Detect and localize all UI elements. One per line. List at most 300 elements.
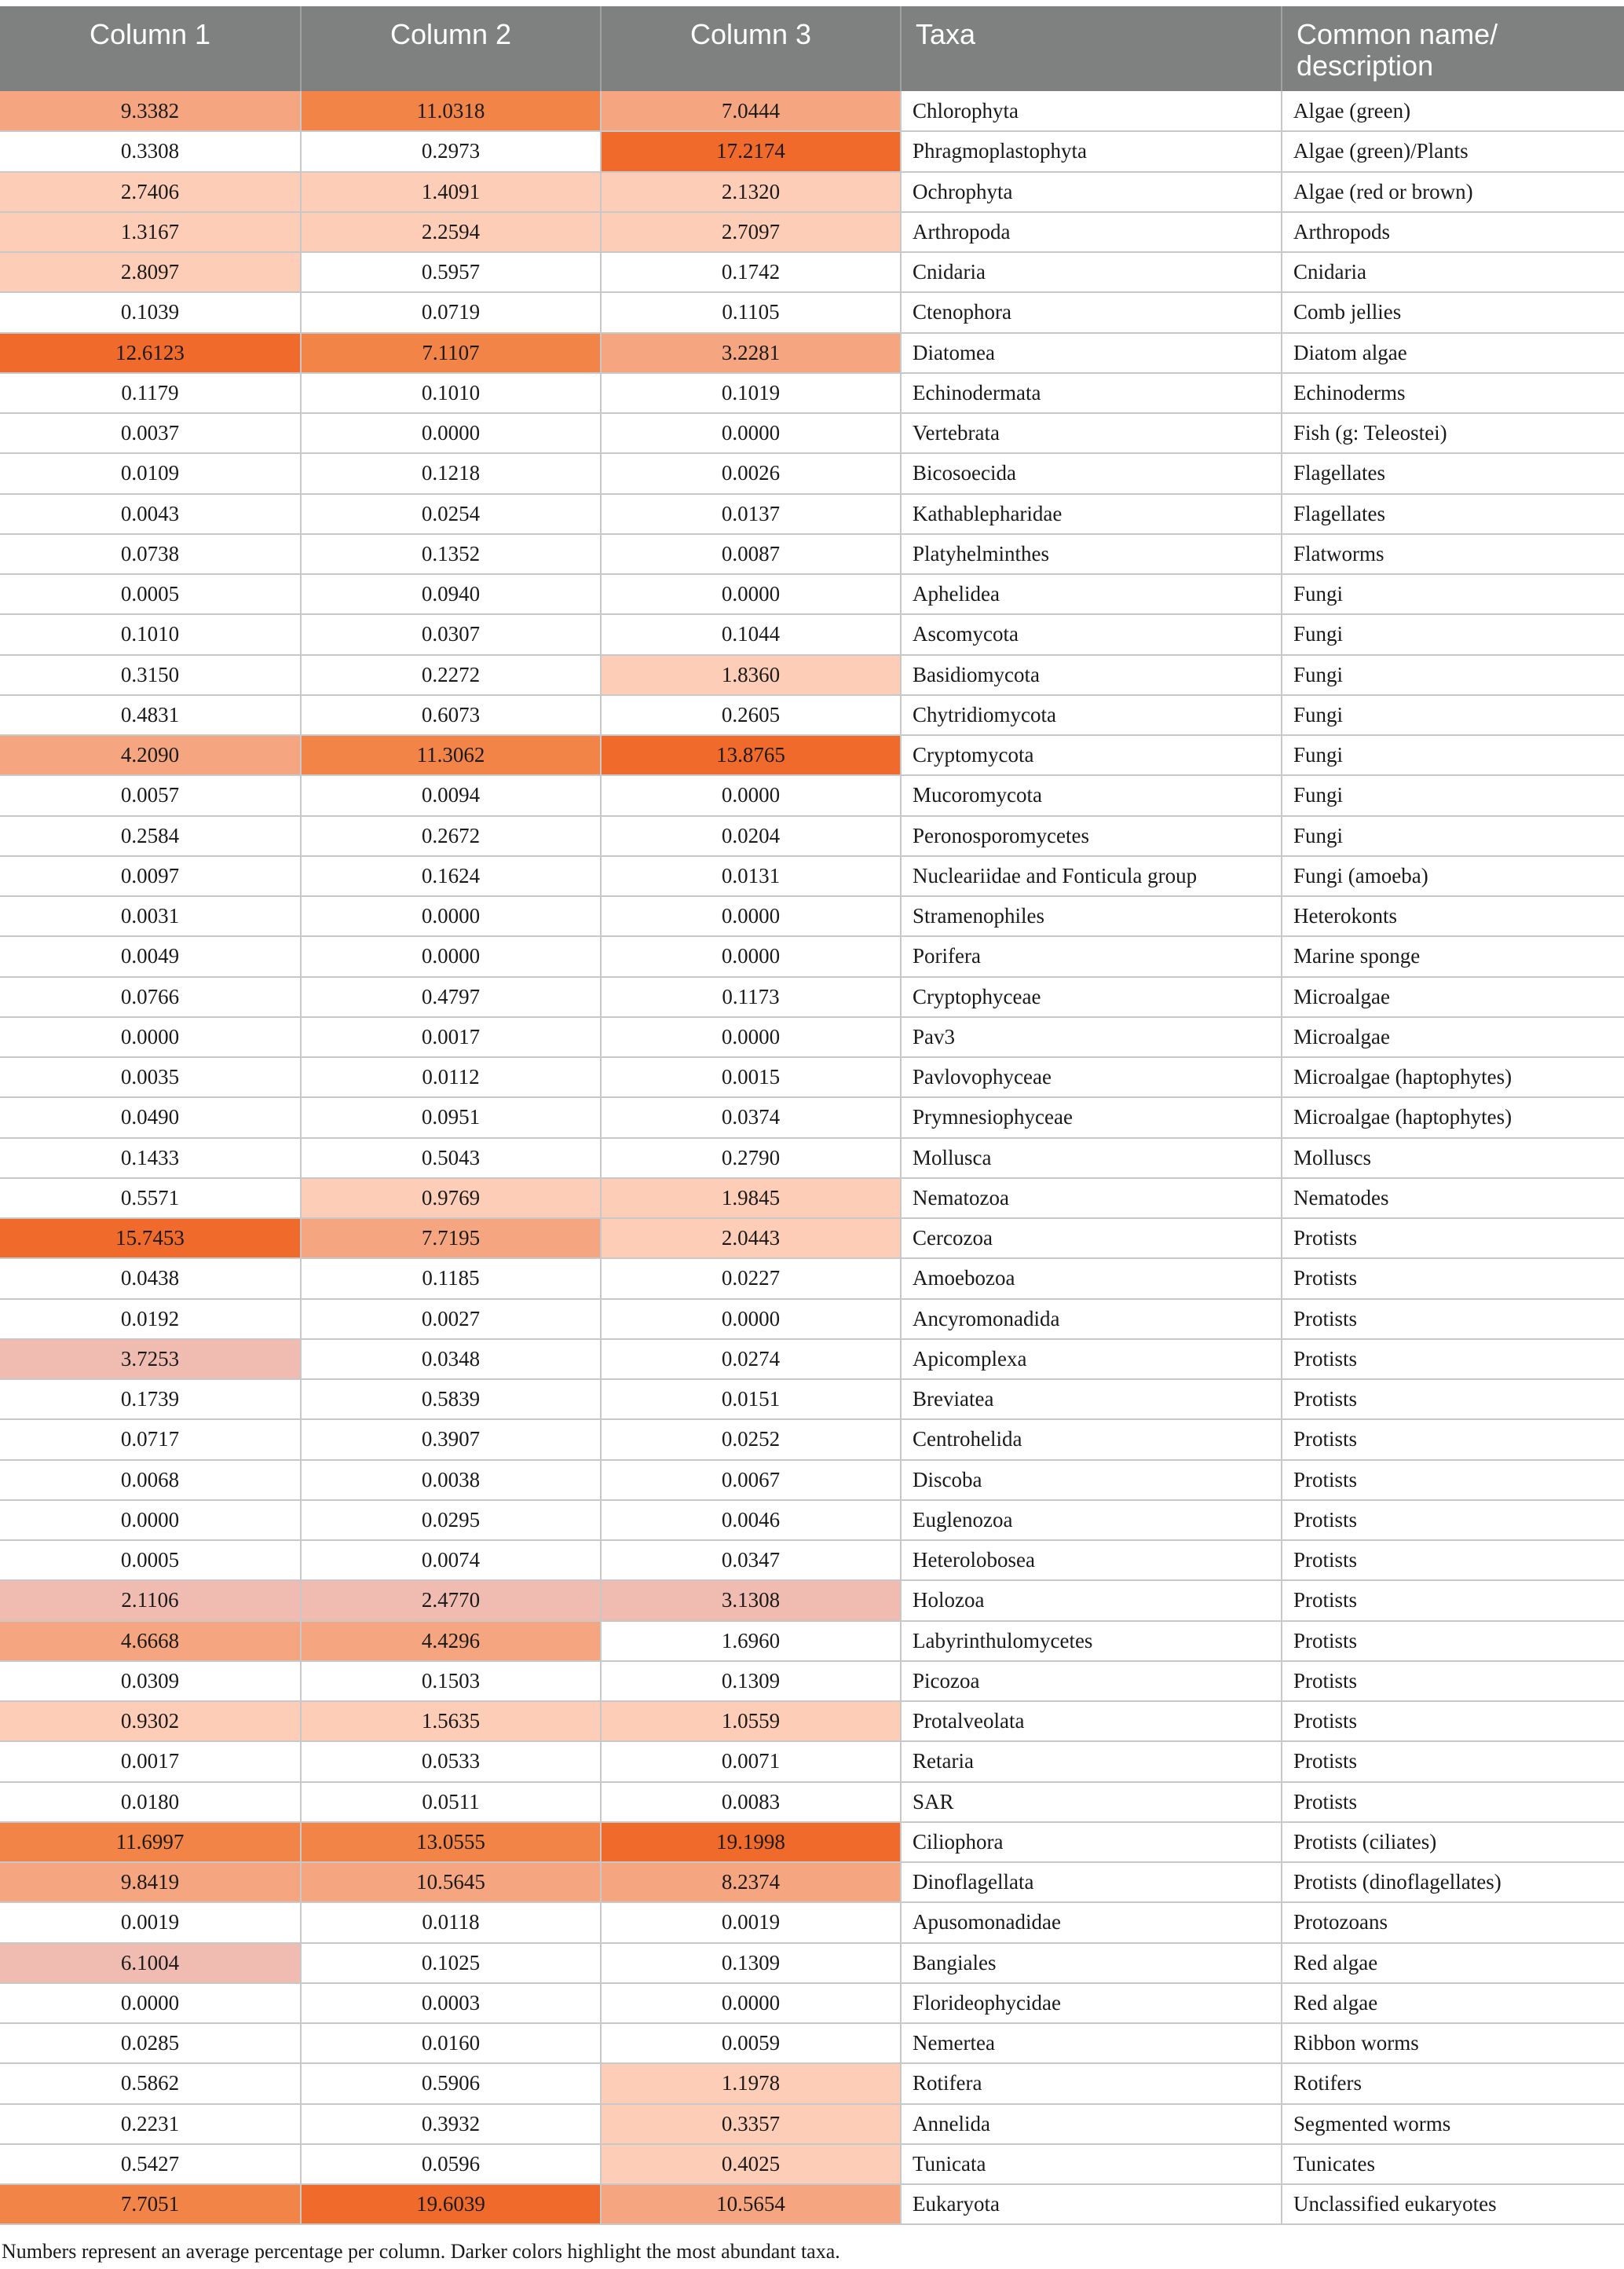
cell-column-3: 0.0087 [601,534,901,574]
cell-column-3: 1.9845 [601,1178,901,1218]
cell-column-2: 0.1025 [301,1943,601,1983]
table-row [0,1540,1624,1580]
cell-column-2: 0.2672 [301,816,601,856]
cell-column-3: 0.0000 [601,936,901,976]
cell-column-3: 13.8765 [601,735,901,775]
cell-column-1: 4.6668 [0,1621,301,1661]
table-row [0,1379,1624,1419]
cell-common-name: Fungi [1282,816,1624,856]
table-row [0,413,1624,453]
cell-column-2: 0.0000 [301,896,601,936]
cell-taxa: Cercozoa [901,1218,1282,1258]
cell-common-name: Protists [1282,1741,1624,1781]
cell-taxa: Dinoflagellata [901,1862,1282,1902]
cell-column-3: 0.0015 [601,1057,901,1097]
cell-common-name: Fungi (amoeba) [1282,856,1624,896]
table-row [0,1500,1624,1540]
cell-column-1: 0.0717 [0,1419,301,1459]
cell-column-1: 0.0005 [0,574,301,614]
table-row [0,1902,1624,1942]
table-row [0,2144,1624,2184]
cell-column-3: 3.1308 [601,1580,901,1620]
cell-column-1: 3.7253 [0,1339,301,1379]
cell-column-3: 0.0083 [601,1782,901,1822]
cell-column-1: 2.1106 [0,1580,301,1620]
cell-column-3: 0.1173 [601,977,901,1017]
cell-column-2: 0.0940 [301,574,601,614]
cell-taxa: Apusomonadidae [901,1902,1282,1942]
cell-taxa: Chytridiomycota [901,695,1282,735]
cell-column-3: 0.4025 [601,2144,901,2184]
cell-taxa: Diatomea [901,333,1282,373]
cell-column-3: 2.7097 [601,212,901,252]
cell-taxa: Amoebozoa [901,1258,1282,1298]
cell-column-1: 0.5427 [0,2144,301,2184]
cell-common-name: Protists [1282,1419,1624,1459]
cell-taxa: Centrohelida [901,1419,1282,1459]
cell-taxa: Ancyromonadida [901,1299,1282,1339]
cell-column-3: 7.0444 [601,91,901,131]
cell-common-name: Algae (green)/Plants [1282,131,1624,171]
cell-column-3: 0.0151 [601,1379,901,1419]
cell-column-3: 1.8360 [601,655,901,695]
cell-taxa: Breviatea [901,1379,1282,1419]
cell-column-1: 0.9302 [0,1701,301,1741]
table-row [0,1218,1624,1258]
cell-column-2: 0.0511 [301,1782,601,1822]
cell-taxa: Porifera [901,936,1282,976]
cell-taxa: Nucleariidae and Fonticula group [901,856,1282,896]
cell-common-name: Protists [1282,1258,1624,1298]
table-row [0,494,1624,534]
cell-common-name: Fungi [1282,775,1624,815]
cell-common-name: Heterokonts [1282,896,1624,936]
cell-column-1: 12.6123 [0,333,301,373]
cell-column-2: 0.4797 [301,977,601,1017]
cell-column-3: 0.0046 [601,1500,901,1540]
cell-column-1: 0.0309 [0,1661,301,1701]
cell-common-name: Arthropods [1282,212,1624,252]
cell-column-2: 10.5645 [301,1862,601,1902]
cell-column-2: 0.0118 [301,1902,601,1942]
cell-common-name: Protists [1282,1379,1624,1419]
cell-column-1: 0.0000 [0,1017,301,1057]
cell-column-2: 0.0112 [301,1057,601,1097]
cell-taxa: Pav3 [901,1017,1282,1057]
cell-column-3: 0.0227 [601,1258,901,1298]
cell-taxa: Cryptomycota [901,735,1282,775]
table-row [0,1097,1624,1137]
cell-column-1: 0.3150 [0,655,301,695]
table-body [0,91,1624,2224]
cell-column-3: 0.0000 [601,413,901,453]
table-row [0,212,1624,252]
cell-common-name: Fungi [1282,655,1624,695]
table-row [0,1138,1624,1178]
cell-column-3: 0.0347 [601,1540,901,1580]
cell-column-2: 0.2973 [301,131,601,171]
cell-column-2: 0.1352 [301,534,601,574]
table-row [0,534,1624,574]
cell-common-name: Protists [1282,1299,1624,1339]
cell-column-1: 0.1010 [0,614,301,654]
cell-taxa: Ascomycota [901,614,1282,654]
table-row [0,1178,1624,1218]
cell-taxa: Prymnesiophyceae [901,1097,1282,1137]
table-row [0,1701,1624,1741]
cell-column-1: 0.0005 [0,1540,301,1580]
cell-taxa: Bangiales [901,1943,1282,1983]
cell-column-1: 0.0043 [0,494,301,534]
table-row [0,856,1624,896]
cell-column-1: 0.0017 [0,1741,301,1781]
cell-common-name: Protozoans [1282,1902,1624,1942]
table-header [0,6,1624,91]
cell-column-1: 0.0019 [0,1902,301,1942]
cell-column-3: 0.0131 [601,856,901,896]
cell-taxa: Holozoa [901,1580,1282,1620]
cell-common-name: Protists [1282,1580,1624,1620]
cell-column-1: 0.4831 [0,695,301,735]
cell-common-name: Protists [1282,1661,1624,1701]
cell-common-name: Protists [1282,1540,1624,1580]
cell-column-2: 0.0000 [301,413,601,453]
cell-common-name: Microalgae (haptophytes) [1282,1097,1624,1137]
cell-common-name: Fungi [1282,574,1624,614]
table-row [0,1983,1624,2023]
cell-column-2: 19.6039 [301,2184,601,2224]
cell-column-1: 0.0766 [0,977,301,1017]
cell-column-3: 2.0443 [601,1218,901,1258]
cell-taxa: Platyhelminthes [901,534,1282,574]
cell-taxa: Retaria [901,1741,1282,1781]
table-row [0,695,1624,735]
cell-taxa: Picozoa [901,1661,1282,1701]
cell-column-2: 0.1185 [301,1258,601,1298]
cell-taxa: Echinodermata [901,373,1282,413]
cell-taxa: Apicomplexa [901,1339,1282,1379]
cell-column-1: 0.5862 [0,2063,301,2103]
cell-column-3: 0.0000 [601,1017,901,1057]
cell-column-1: 4.2090 [0,735,301,775]
cell-taxa: Ochrophyta [901,172,1282,212]
cell-column-3: 0.0374 [601,1097,901,1137]
cell-column-1: 0.0068 [0,1460,301,1500]
cell-column-2: 0.0596 [301,2144,601,2184]
table-row [0,1339,1624,1379]
table-row [0,977,1624,1017]
cell-column-1: 0.0738 [0,534,301,574]
table-row [0,252,1624,292]
table-row [0,655,1624,695]
cell-column-1: 0.0109 [0,453,301,493]
table-row [0,2104,1624,2144]
table-footnote: Numbers represent an average percentage per column. Darker colors highlight the most abundant taxa. [2,2240,840,2263]
cell-column-3: 0.0274 [601,1339,901,1379]
table-row [0,1822,1624,1862]
cell-column-3: 0.1309 [601,1661,901,1701]
cell-column-2: 0.0000 [301,936,601,976]
table-row [0,2023,1624,2063]
cell-column-1: 0.0097 [0,856,301,896]
table-row [0,1299,1624,1339]
cell-column-3: 0.0000 [601,1983,901,2023]
cell-column-1: 0.0049 [0,936,301,976]
cell-common-name: Protists [1282,1701,1624,1741]
cell-common-name: Flatworms [1282,534,1624,574]
cell-column-2: 1.4091 [301,172,601,212]
cell-column-3: 0.0137 [601,494,901,534]
table-row [0,91,1624,131]
cell-column-1: 9.3382 [0,91,301,131]
cell-column-2: 4.4296 [301,1621,601,1661]
cell-column-3: 17.2174 [601,131,901,171]
cell-common-name: Microalgae [1282,1017,1624,1057]
cell-common-name: Flagellates [1282,494,1624,534]
table-row [0,2063,1624,2103]
cell-column-2: 0.0038 [301,1460,601,1500]
cell-column-3: 10.5654 [601,2184,901,2224]
cell-column-1: 11.6997 [0,1822,301,1862]
cell-column-3: 0.2605 [601,695,901,735]
cell-column-2: 0.0307 [301,614,601,654]
table-row [0,1419,1624,1459]
cell-common-name: Protists (dinoflagellates) [1282,1862,1624,1902]
cell-column-2: 0.0254 [301,494,601,534]
header-column-2: Column 2 [301,6,601,91]
cell-common-name: Protists [1282,1460,1624,1500]
cell-column-3: 0.0059 [601,2023,901,2063]
cell-taxa: Cnidaria [901,252,1282,292]
table-row [0,936,1624,976]
cell-column-3: 2.1320 [601,172,901,212]
cell-column-3: 19.1998 [601,1822,901,1862]
cell-column-2: 0.0348 [301,1339,601,1379]
table-row [0,775,1624,815]
cell-common-name: Algae (red or brown) [1282,172,1624,212]
cell-common-name: Rotifers [1282,2063,1624,2103]
cell-taxa: Annelida [901,2104,1282,2144]
table-row [0,1943,1624,1983]
cell-column-1: 0.0031 [0,896,301,936]
table-row [0,172,1624,212]
cell-common-name: Flagellates [1282,453,1624,493]
table-row [0,1621,1624,1661]
cell-common-name: Comb jellies [1282,292,1624,332]
cell-column-1: 0.3308 [0,131,301,171]
cell-column-1: 0.0035 [0,1057,301,1097]
cell-column-3: 0.0071 [601,1741,901,1781]
cell-column-2: 2.2594 [301,212,601,252]
table-row [0,131,1624,171]
cell-column-3: 8.2374 [601,1862,901,1902]
cell-column-1: 15.7453 [0,1218,301,1258]
table-row [0,1057,1624,1097]
cell-common-name: Segmented worms [1282,2104,1624,2144]
cell-column-3: 1.6960 [601,1621,901,1661]
table-row [0,373,1624,413]
cell-common-name: Fish (g: Teleostei) [1282,413,1624,453]
cell-column-3: 0.1105 [601,292,901,332]
cell-column-1: 0.2584 [0,816,301,856]
cell-taxa: Ciliophora [901,1822,1282,1862]
cell-column-2: 0.5906 [301,2063,601,2103]
cell-column-3: 0.0019 [601,1902,901,1942]
cell-common-name: Protists [1282,1621,1624,1661]
cell-column-2: 0.0533 [301,1741,601,1781]
cell-column-2: 0.5043 [301,1138,601,1178]
cell-common-name: Red algae [1282,1983,1624,2023]
cell-column-3: 0.0026 [601,453,901,493]
table-row [0,816,1624,856]
cell-taxa: Euglenozoa [901,1500,1282,1540]
cell-common-name: Protists [1282,1782,1624,1822]
abundance-table [0,6,1624,2225]
cell-column-1: 0.0000 [0,1983,301,2023]
cell-column-1: 0.1433 [0,1138,301,1178]
cell-column-1: 0.2231 [0,2104,301,2144]
cell-common-name: Ribbon worms [1282,2023,1624,2063]
table-row [0,614,1624,654]
table-row [0,1017,1624,1057]
cell-column-3: 1.1978 [601,2063,901,2103]
table-row [0,1661,1624,1701]
cell-column-1: 0.0000 [0,1500,301,1540]
cell-taxa: Cryptophyceae [901,977,1282,1017]
cell-common-name: Protists [1282,1218,1624,1258]
cell-column-3: 0.0252 [601,1419,901,1459]
cell-column-3: 0.0000 [601,775,901,815]
cell-column-1: 0.0438 [0,1258,301,1298]
cell-common-name: Fungi [1282,735,1624,775]
cell-common-name: Diatom algae [1282,333,1624,373]
cell-taxa: Heterolobosea [901,1540,1282,1580]
cell-column-3: 0.0000 [601,1299,901,1339]
cell-column-1: 2.8097 [0,252,301,292]
cell-column-2: 7.1107 [301,333,601,373]
header-common-name: Common name/ description [1282,6,1624,91]
cell-common-name: Nematodes [1282,1178,1624,1218]
cell-taxa: SAR [901,1782,1282,1822]
cell-common-name: Fungi [1282,695,1624,735]
header-column-1: Column 1 [0,6,301,91]
cell-column-1: 0.0490 [0,1097,301,1137]
cell-taxa: Protalveolata [901,1701,1282,1741]
table-row [0,333,1624,373]
cell-taxa: Florideophycidae [901,1983,1282,2023]
cell-taxa: Mollusca [901,1138,1282,1178]
table-row [0,1782,1624,1822]
cell-column-1: 1.3167 [0,212,301,252]
table-row [0,574,1624,614]
cell-column-1: 0.1179 [0,373,301,413]
cell-column-1: 0.0180 [0,1782,301,1822]
cell-column-3: 0.0067 [601,1460,901,1500]
cell-column-2: 0.6073 [301,695,601,735]
cell-column-1: 2.7406 [0,172,301,212]
cell-taxa: Ctenophora [901,292,1282,332]
cell-column-3: 0.1044 [601,614,901,654]
table-row [0,896,1624,936]
cell-taxa: Eukaryota [901,2184,1282,2224]
cell-taxa: Arthropoda [901,212,1282,252]
cell-column-2: 0.2272 [301,655,601,695]
header-taxa: Taxa [901,6,1282,91]
cell-taxa: Vertebrata [901,413,1282,453]
cell-common-name: Algae (green) [1282,91,1624,131]
table-row [0,1741,1624,1781]
cell-column-2: 0.5957 [301,252,601,292]
cell-taxa: Basidiomycota [901,655,1282,695]
cell-column-2: 0.0094 [301,775,601,815]
cell-column-2: 0.9769 [301,1178,601,1218]
cell-column-3: 0.1742 [601,252,901,292]
cell-column-2: 7.7195 [301,1218,601,1258]
table-row [0,1460,1624,1500]
table-row [0,292,1624,332]
cell-column-2: 11.3062 [301,735,601,775]
cell-common-name: Tunicates [1282,2144,1624,2184]
cell-common-name: Molluscs [1282,1138,1624,1178]
cell-column-1: 6.1004 [0,1943,301,1983]
cell-column-2: 0.0074 [301,1540,601,1580]
cell-common-name: Cnidaria [1282,252,1624,292]
cell-column-2: 13.0555 [301,1822,601,1862]
cell-taxa: Tunicata [901,2144,1282,2184]
header-row [0,6,1624,91]
cell-taxa: Phragmoplastophyta [901,131,1282,171]
cell-common-name: Marine sponge [1282,936,1624,976]
cell-column-3: 0.2790 [601,1138,901,1178]
cell-taxa: Nemertea [901,2023,1282,2063]
table-row [0,453,1624,493]
cell-taxa: Rotifera [901,2063,1282,2103]
cell-column-2: 0.0160 [301,2023,601,2063]
cell-common-name: Protists [1282,1339,1624,1379]
cell-column-3: 0.0000 [601,896,901,936]
cell-taxa: Aphelidea [901,574,1282,614]
cell-column-1: 9.8419 [0,1862,301,1902]
cell-column-3: 0.0000 [601,574,901,614]
cell-taxa: Mucoromycota [901,775,1282,815]
cell-column-2: 0.0719 [301,292,601,332]
cell-column-2: 0.0027 [301,1299,601,1339]
cell-column-2: 0.3932 [301,2104,601,2144]
cell-taxa: Kathablepharidae [901,494,1282,534]
cell-column-1: 0.0037 [0,413,301,453]
cell-column-2: 0.0017 [301,1017,601,1057]
cell-common-name: Echinoderms [1282,373,1624,413]
cell-common-name: Protists (ciliates) [1282,1822,1624,1862]
cell-column-1: 0.0192 [0,1299,301,1339]
cell-column-1: 0.0285 [0,2023,301,2063]
cell-column-1: 0.1039 [0,292,301,332]
header-column-3: Column 3 [601,6,901,91]
cell-column-2: 0.0951 [301,1097,601,1137]
cell-column-2: 0.1218 [301,453,601,493]
table-row [0,1580,1624,1620]
cell-column-3: 1.0559 [601,1701,901,1741]
cell-taxa: Peronosporomycetes [901,816,1282,856]
cell-taxa: Pavlovophyceae [901,1057,1282,1097]
cell-column-2: 11.0318 [301,91,601,131]
cell-common-name: Microalgae [1282,977,1624,1017]
cell-common-name: Unclassified eukaryotes [1282,2184,1624,2224]
cell-column-2: 0.5839 [301,1379,601,1419]
cell-column-3: 0.1019 [601,373,901,413]
cell-column-2: 0.1624 [301,856,601,896]
cell-taxa: Chlorophyta [901,91,1282,131]
